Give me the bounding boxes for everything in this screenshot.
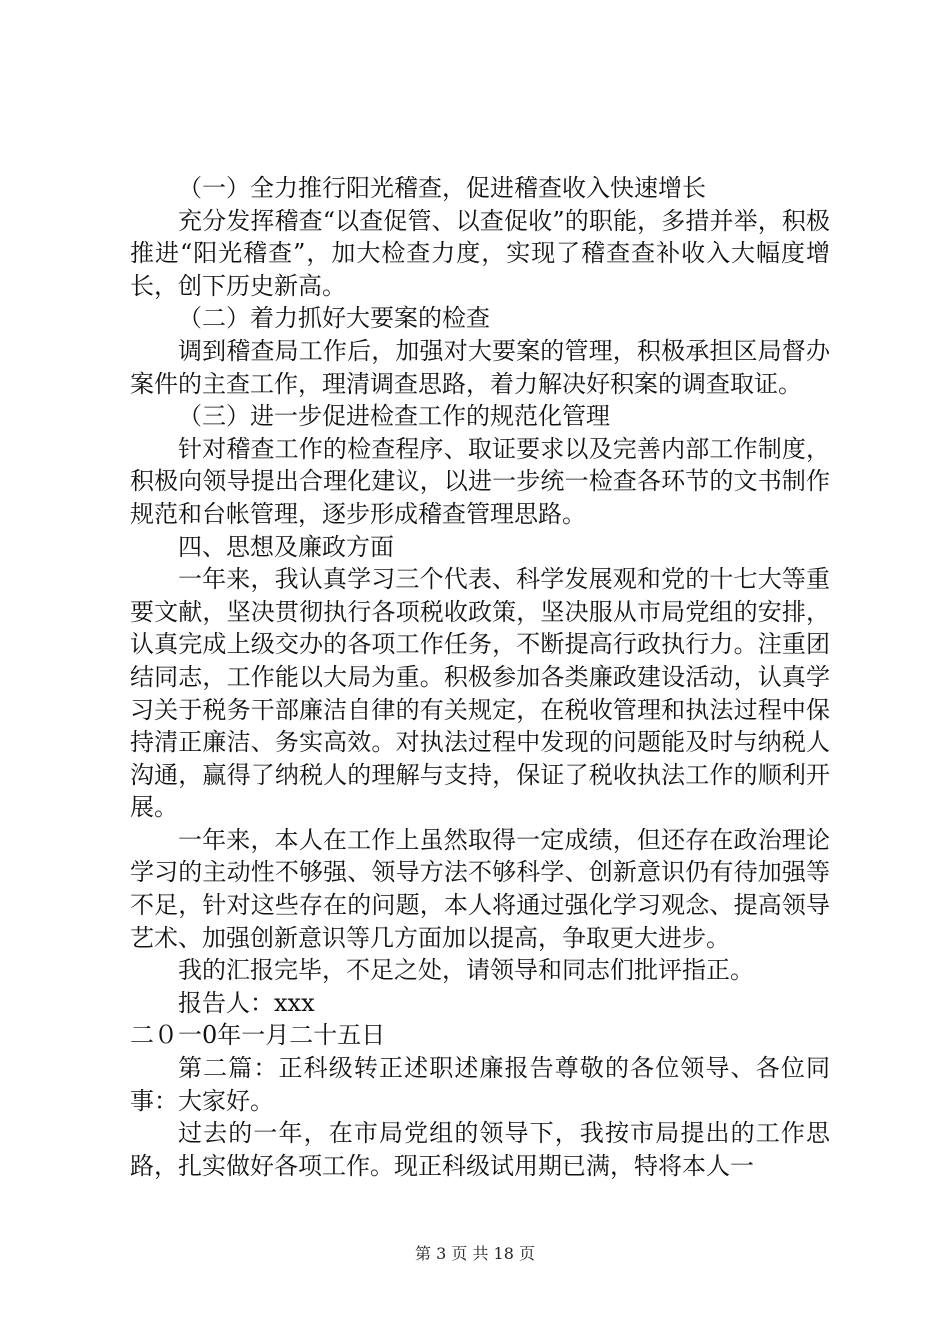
heading-section-4: 四、思想及廉政方面 <box>178 532 394 561</box>
heading-section-3: （三）进一步促进检查工作的规范化管理 <box>178 402 610 431</box>
paragraph-past-year: 过去的一年，在市局党组的领导下，我按市局提出的工作思路，扎实做好各项工作。现正科级试用期已满，特将本人一 <box>130 1119 830 1180</box>
document-body <box>130 172 830 1182</box>
date-line: 二０一0年一月二十五日 <box>130 1021 386 1050</box>
heading-section-1: （一）全力推行阳光稽查，促进稽查收入快速增长 <box>178 174 706 202</box>
paragraph-shortcomings: 一年来，本人在工作上虽然取得一定成绩，但还存在政治理论学习的主动性不够强、领导方法不够科学、创新意识仍有待加强等不足，针对这些存在的问题，本人将通过强化学习观念、提高领导艺术、加强创新意识等几方面加以提高，争取更大进步。 <box>130 825 830 952</box>
paragraph-integrity: 一年来，我认真学习三个代表、科学发展观和党的十七大等重要文献，坚决贯彻执行各项税收政策，坚决服从市局党组的安排，认真完成上级交办的各项工作任务，不断提高行政执行力。注重团结同志，工作能以大局为重。积极参加各类廉政建设活动，认真学习关于税务干部廉洁自律的有关规定，在税收管理和执法过程中保持清正廉洁、务实高效。对执法过程中发现的问题能及时与纳税人沟通，赢得了纳税人的理解与支持，保证了税收执法工作的顺利开展。 <box>130 565 830 822</box>
heading-section-2: （二）着力抓好大要案的检查 <box>178 304 490 333</box>
reporter-line: 报告人：xxx <box>178 988 315 1017</box>
paragraph-standardization: 针对稽查工作的检查程序、取证要求以及完善内部工作制度，积极向领导提出合理化建议，以进一步统一检查各环节的文书制作规范和台帐管理，逐步形成稽查管理思路。 <box>130 434 830 528</box>
second-article-title: 第二篇：正科级转正述职述廉报告尊敬的各位领导、各位同事：大家好。 <box>130 1054 830 1115</box>
paragraph-major-cases: 调到稽查局工作后，加强对大要案的管理，积极承担区局督办案件的主查工作，理清调查思路，着力解决好积案的调查取证。 <box>130 336 830 398</box>
paragraph-closing: 我的汇报完毕，不足之处，请领导和同志们批评指正。 <box>178 956 754 985</box>
page-number-footer: 第 3 页 共 18 页 <box>415 1244 535 1263</box>
paragraph-sunshine-audit: 充分发挥稽查“以查促管、以查促收”的职能，多措并举，积极推进“阳光稽查”，加大检查力度，实现了稽查查补收入大幅度增长，创下历史新高。 <box>130 206 830 300</box>
